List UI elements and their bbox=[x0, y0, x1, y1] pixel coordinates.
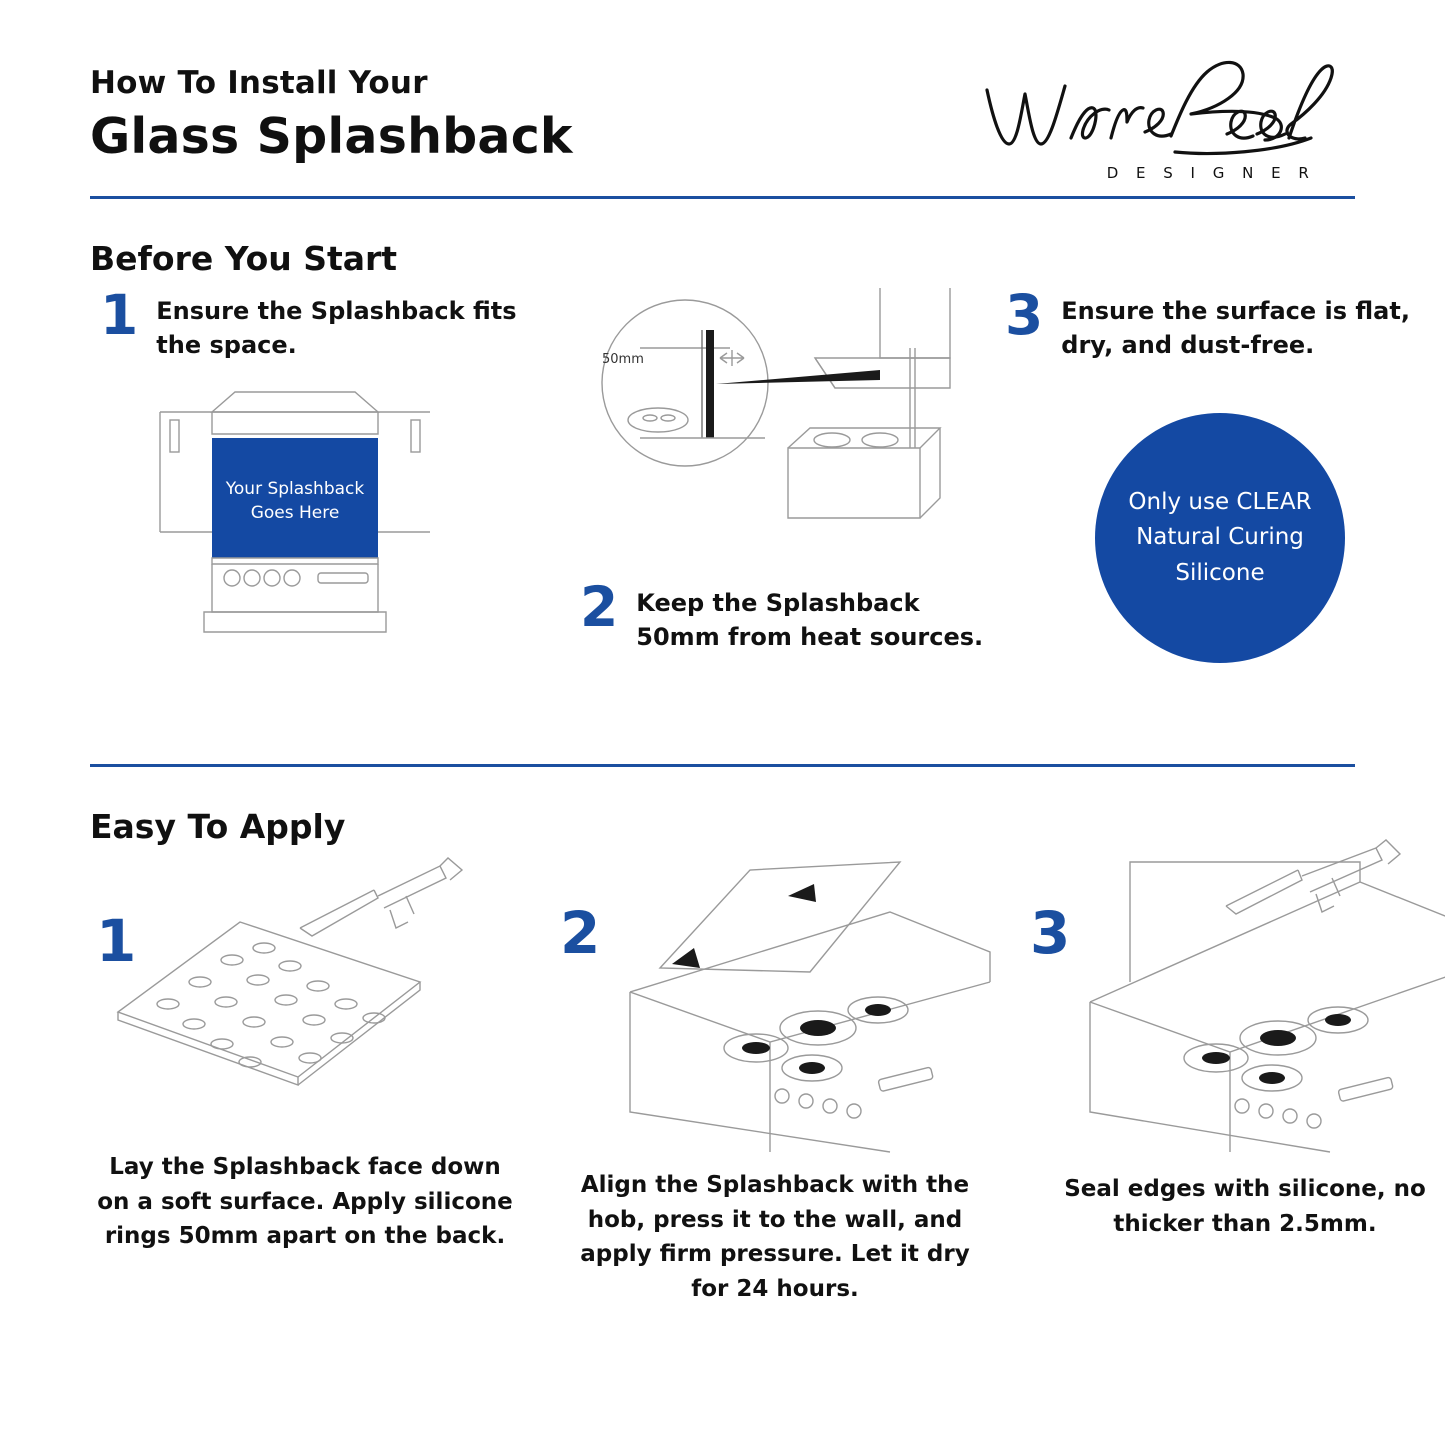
splashback-placeholder-line1: Your Splashback bbox=[225, 479, 365, 500]
signature-logo-icon bbox=[975, 52, 1355, 162]
splashback-placeholder-line2: Goes Here bbox=[250, 503, 340, 524]
caulking-gun-icon bbox=[300, 858, 462, 936]
before-step-1 bbox=[100, 283, 540, 676]
page-title: Glass Splashback bbox=[90, 108, 573, 166]
before-step-3-head bbox=[1005, 283, 1445, 362]
page-header bbox=[90, 0, 1355, 182]
logo-subtitle: D E S I G N E R bbox=[1106, 164, 1316, 182]
apply-step-1-number: 1 bbox=[96, 907, 137, 975]
apply-step-3-caption: Seal edges with silicone, no thicker than 2.5mm. bbox=[1064, 1176, 1426, 1237]
easy-to-apply-content bbox=[90, 852, 1426, 1322]
before-you-start-content bbox=[90, 283, 1410, 748]
apply-step-3-number: 3 bbox=[1030, 899, 1071, 967]
before-step-2-number: 2 bbox=[580, 575, 619, 639]
before-step-3-number: 3 bbox=[1005, 283, 1044, 347]
before-step-3 bbox=[1005, 283, 1445, 586]
before-step-1-illustration bbox=[100, 382, 540, 676]
apply-step-3-illustration bbox=[1030, 852, 1445, 1152]
brand-logo bbox=[975, 52, 1355, 202]
before-step-2-illustration bbox=[580, 288, 1010, 582]
section-title-apply: Easy To Apply bbox=[90, 807, 346, 846]
silicone-note-badge: Only use CLEAR Natural Curing Silicone bbox=[1095, 413, 1345, 663]
apply-step-2-caption: Align the Splashback with the hob, press it to the wall, and apply firm pressure. Let it dry for 24 hours. bbox=[580, 1172, 970, 1302]
apply-step-1-caption: Lay the Splashback face down on a soft surface. Apply silicone rings 50mm apart on the back. bbox=[97, 1154, 513, 1249]
before-step-1-head bbox=[100, 283, 540, 362]
before-step-2-text: Keep the Splashback 50mm from heat sources. bbox=[636, 589, 984, 652]
header-kicker: How To Install Your bbox=[90, 65, 428, 101]
before-step-2-head bbox=[580, 575, 1010, 654]
apply-step-2-number: 2 bbox=[560, 899, 601, 967]
before-step-2 bbox=[580, 288, 1010, 652]
dimension-label: 50mm bbox=[602, 352, 644, 367]
section-title-before: Before You Start bbox=[90, 239, 398, 278]
apply-step-1-illustration bbox=[90, 852, 520, 1152]
apply-step-2-illustration bbox=[560, 852, 990, 1152]
before-step-1-number: 1 bbox=[100, 283, 139, 347]
before-step-1-text: Ensure the Splashback fits the space. bbox=[156, 297, 517, 360]
divider-middle bbox=[90, 764, 1355, 767]
before-step-3-text: Ensure the surface is flat, dry, and dust-free. bbox=[1061, 297, 1410, 360]
